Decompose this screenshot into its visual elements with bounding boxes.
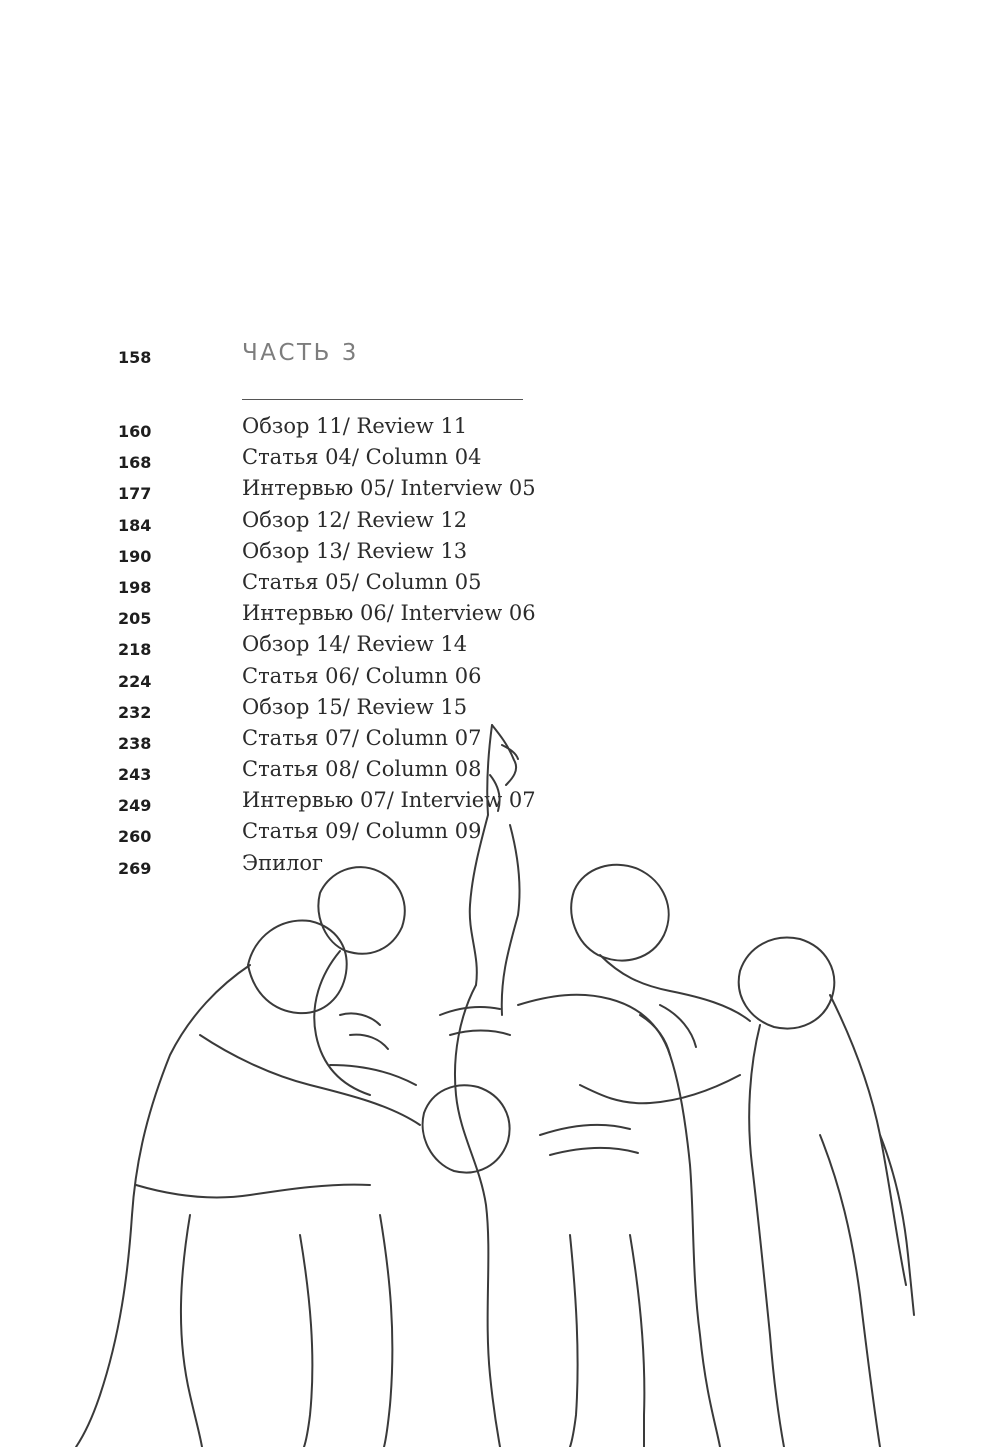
hands-center-line xyxy=(440,1007,510,1035)
toc-entry[interactable] xyxy=(0,539,987,570)
toc-page-number: 198 xyxy=(118,577,152,597)
toc-page-number: 177 xyxy=(118,484,152,504)
toc-title: Эпилог xyxy=(242,850,324,875)
toc-page-number: 232 xyxy=(118,702,152,722)
toc-page-number: 260 xyxy=(118,827,152,847)
head-left-outline xyxy=(248,920,347,1013)
toc-title: Статья 05/ Column 05 xyxy=(242,569,482,594)
toc-page-number: 249 xyxy=(118,796,152,816)
figure-left-leg-line xyxy=(181,1215,202,1447)
figure-center-left-body-line xyxy=(314,951,370,1095)
raised-arm-sleeve-line xyxy=(502,825,520,1015)
toc-title: Обзор 14/ Review 14 xyxy=(242,632,468,657)
figure-center-body-line xyxy=(455,985,500,1447)
part-page-number: 158 xyxy=(118,348,152,367)
toc-entry[interactable] xyxy=(0,508,987,539)
toc-entry[interactable] xyxy=(0,476,987,507)
toc-page-number: 224 xyxy=(118,671,152,691)
toc-entry[interactable] xyxy=(0,632,987,663)
toc-page-number: 269 xyxy=(118,858,152,878)
head-right-outline xyxy=(739,938,835,1029)
raised-hand-line xyxy=(490,725,518,811)
raised-arm-line xyxy=(470,725,492,985)
toc-entry[interactable] xyxy=(0,570,987,601)
toc-title: Статья 08/ Column 08 xyxy=(242,757,482,782)
toc-title: Обзор 13/ Review 13 xyxy=(242,538,468,563)
toc-page-number: 205 xyxy=(118,609,152,629)
toc-entry[interactable] xyxy=(0,601,987,632)
figure-center-right-body-line xyxy=(518,995,720,1447)
toc-page-number: 168 xyxy=(118,453,152,473)
toc-entry[interactable] xyxy=(0,664,987,695)
toc-title: Статья 07/ Column 07 xyxy=(242,725,482,750)
toc-title: Интервью 07/ Interview 07 xyxy=(242,788,536,813)
heading-divider xyxy=(242,399,523,400)
part-title: ЧАСТЬ 3 xyxy=(242,340,359,366)
toc-title: Обзор 11/ Review 11 xyxy=(242,414,468,438)
hands-lower-center-line xyxy=(540,1125,638,1155)
figure-right-inner-line xyxy=(749,1025,784,1447)
hands-right-line xyxy=(640,1005,696,1055)
toc-entry[interactable] xyxy=(0,414,987,445)
toc-title: Статья 04/ Column 04 xyxy=(242,445,482,470)
hands-left-line xyxy=(330,1013,416,1085)
group-line-drawing-illustration xyxy=(40,715,940,1447)
toc-page-number: 190 xyxy=(118,546,152,566)
head-upper-right-outline xyxy=(571,865,668,961)
toc-title: Обзор 12/ Review 12 xyxy=(242,507,468,532)
toc-title: Интервью 06/ Interview 06 xyxy=(242,601,536,626)
toc-page-number: 218 xyxy=(118,640,152,660)
toc-page-number: 243 xyxy=(118,765,152,785)
figure-left-back-line xyxy=(136,1185,370,1198)
toc-entry[interactable] xyxy=(0,445,987,476)
lower-leg-lines xyxy=(300,1215,644,1447)
toc-title: Статья 09/ Column 09 xyxy=(242,819,482,844)
toc-page-number: 184 xyxy=(118,515,152,535)
head-upper-left-outline xyxy=(318,867,404,954)
figure-right-body-line xyxy=(830,995,906,1285)
part-heading xyxy=(0,340,987,374)
toc-page-number: 238 xyxy=(118,733,152,753)
figure-right-arm-line xyxy=(580,1075,740,1103)
figure-left-body-line xyxy=(76,965,250,1447)
toc-title: Интервью 05/ Interview 05 xyxy=(242,476,536,501)
figure-upper-right-body-line xyxy=(600,955,750,1021)
toc-page-number: 160 xyxy=(118,422,152,441)
figure-lower-right-line xyxy=(820,1135,880,1447)
toc-title: Обзор 15/ Review 15 xyxy=(242,694,468,719)
toc-title: Статья 06/ Column 06 xyxy=(242,663,482,688)
head-center-outline xyxy=(423,1085,510,1172)
